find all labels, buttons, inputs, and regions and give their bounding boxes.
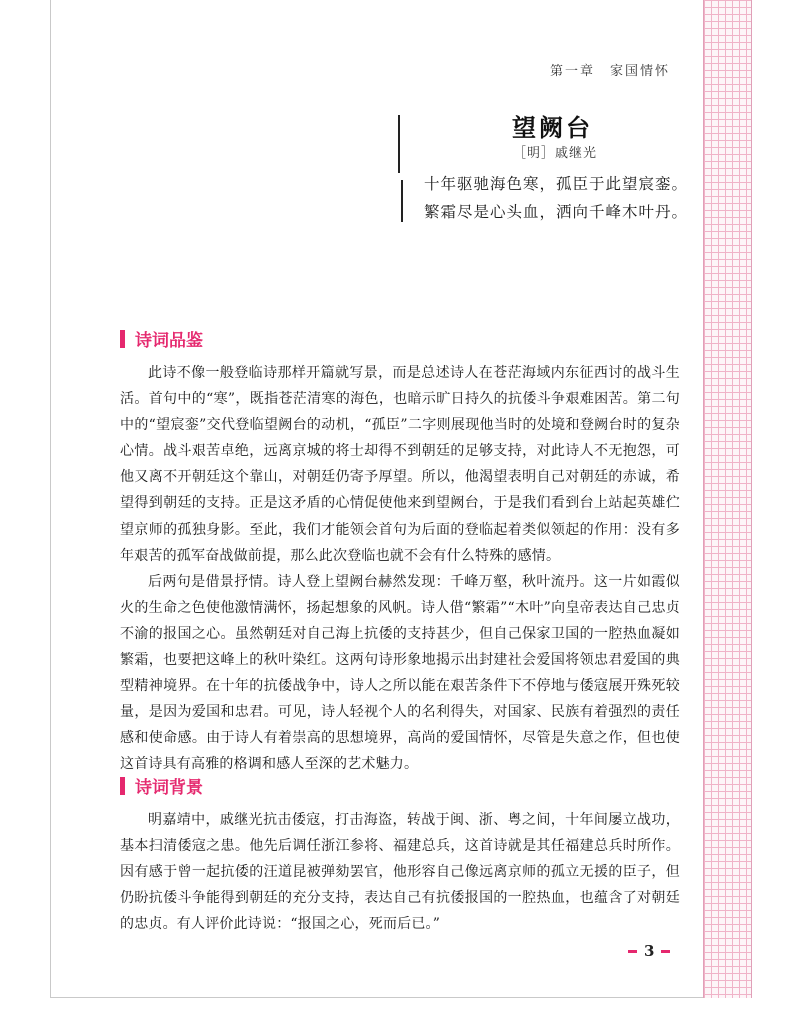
page-number-dash-left xyxy=(628,950,637,953)
poem-decor-bar-lower xyxy=(401,180,403,222)
paragraph: 明嘉靖中，戚继光抗击倭寇，打击海盗，转战于闽、浙、粤之间，十年间屡立战功，基本扫清倭寇之患。他先后调任浙江参将、福建总兵，这首诗就是其任福建总兵时所作。因有感于曾一起抗倭的汪道昆被弹劾罢官，他形容自己像远离京师的孤立无援的臣子，但仍盼抗倭斗争能得到朝廷的充分支持，表达自己有抗倭报国的一腔热血，也蕴含了对朝廷的忠贞。有人评价此诗说：“报国之心，死而后已。” xyxy=(120,812,680,933)
section-heading-appreciation xyxy=(120,326,203,351)
paragraph: 此诗不像一般登临诗那样开篇就写景，而是总述诗人在苍茫海域内东征西讨的战斗生活。首句中的“寒”，既指苍茫清寒的海色，也暗示旷日持久的抗倭斗争艰难困苦。第二句中的“望宸銮”交代登临望阙台的动机，“孤臣”二字则展现他当时的处境和登阙台时的复杂心情。战斗艰苦卓绝，远离京城的将士却得不到朝廷的足够支持，对此诗人不无抱怨，可他又离不开朝廷这个靠山，对朝廷仍寄予厚望。所以，他渴望表明自己对朝廷的赤诚，希望得到朝廷的支持。正是这矛盾的心情促使他来到望阙台，于是我们看到台上站起英雄伫望京师的孤独身影。至此，我们才能领会首句为后面的登临起着类似领起的作用：没有多年艰苦的孤军奋战做前提，那么此次登临也就不会有什么特殊的感情。 xyxy=(120,365,680,564)
poem-title: 望阙台 xyxy=(512,113,593,142)
section-heading-label: 诗词品鉴 xyxy=(135,331,203,351)
poem-line: 繁霜尽是心头血，洒向千峰木叶丹。 xyxy=(424,203,689,221)
page-number xyxy=(628,942,670,960)
heading-marker xyxy=(120,330,125,348)
poem-body xyxy=(424,170,704,226)
section-body-background xyxy=(120,807,680,937)
page-number-value: 3 xyxy=(644,942,655,960)
section-heading-label: 诗词背景 xyxy=(135,778,203,798)
section-body-appreciation xyxy=(120,360,680,778)
section-heading-background xyxy=(120,773,203,798)
chapter-header: 第一章 家国情怀 xyxy=(549,64,670,79)
poem-decor-bar xyxy=(398,115,400,173)
poem-author: ［明］戚继光 xyxy=(513,146,598,161)
page-number-dash-right xyxy=(661,950,670,953)
poem-line: 十年驱驰海色寒，孤臣于此望宸銮。 xyxy=(424,175,689,193)
paragraph: 后两句是借景抒情。诗人登上望阙台赫然发现：千峰万壑，秋叶流丹。这一片如霞似火的生命之色使他激情满怀，扬起想象的风帆。诗人借“繁霜”“木叶”向皇帝表达自己忠贞不渝的报国之心。虽然朝廷对自己海上抗倭的支持甚少，但自己保家卫国的一腔热血凝如繁霜，也要把这峰上的秋叶染红。这两句诗形象地揭示出封建社会爱国将领忠君爱国的典型精神境界。在十年的抗倭战争中，诗人之所以能在艰苦条件下不停地与倭寇展开殊死较量，是因为爱国和忠君。可见，诗人轻视个人的名利得失，对国家、民族有着强烈的责任感和使命感。由于诗人有着崇高的思想境界，高尚的爱国情怀，尽管是失意之作，但也使这首诗具有高雅的格调和感人至深的艺术魅力。 xyxy=(120,573,680,773)
heading-marker xyxy=(120,777,125,795)
margin-grid-strip xyxy=(703,0,752,998)
